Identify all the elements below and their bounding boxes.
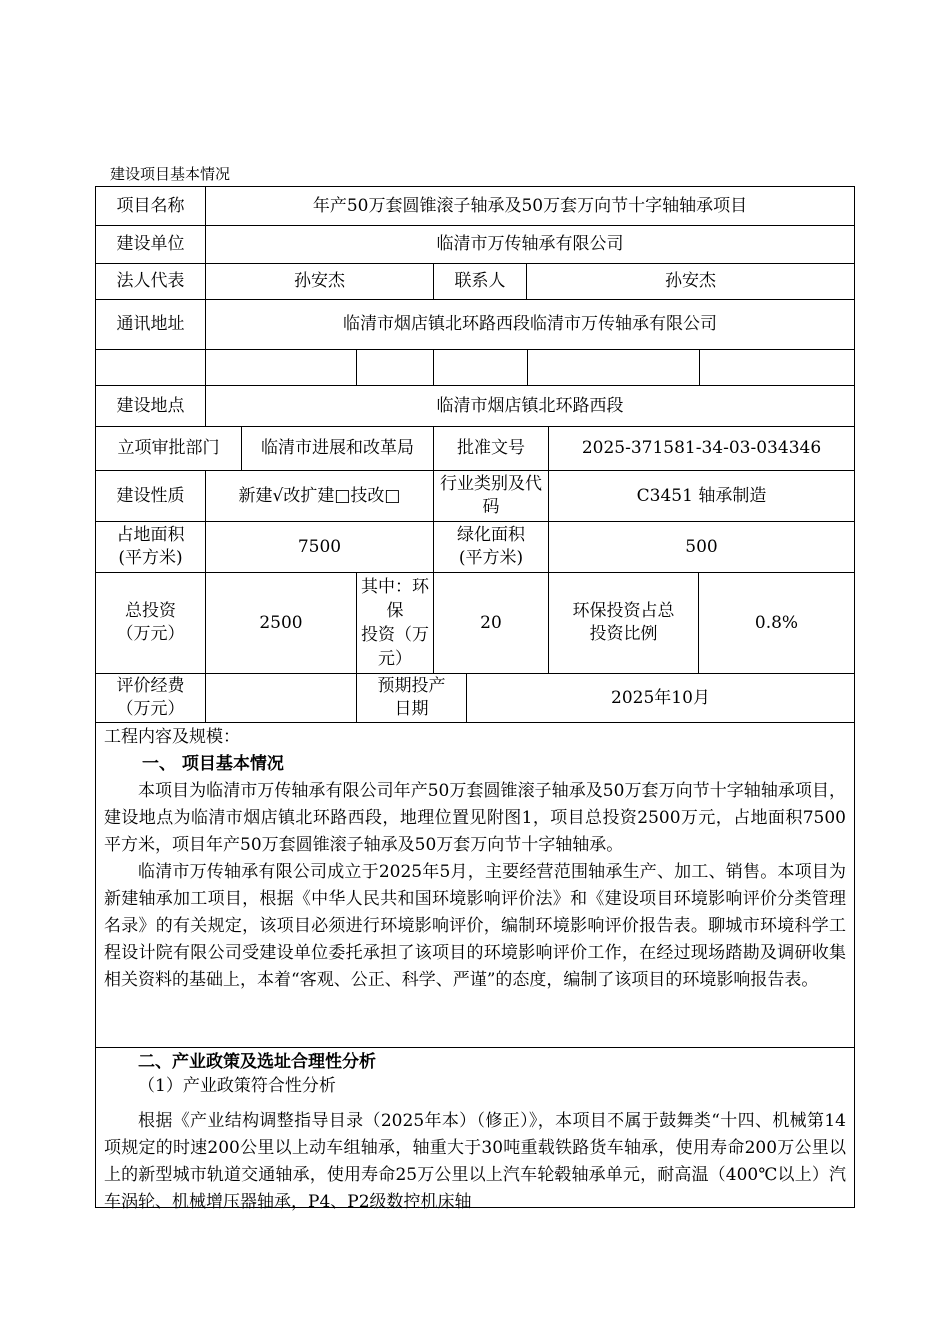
env-invest-label-line2: 保 (386, 601, 404, 621)
env-invest-label-line3: 投资（万 (361, 625, 429, 645)
invest-label-line1: 总投资 (125, 601, 176, 621)
env-ratio-label-line1: 环保投资占总 (572, 601, 675, 621)
approval-dept-value: 临清市进展和改革局 (242, 427, 434, 470)
scope-intro: 工程内容及规模： (104, 727, 240, 747)
site-label: 建设地点 (96, 386, 206, 426)
approval-no-value: 2025-371581-34-03-034346 (581, 438, 822, 458)
env-invest-value: 20 (434, 573, 549, 673)
contact-label: 联系人 (434, 264, 527, 299)
nature-value: 新建√改扩建□技改□ (206, 471, 434, 521)
green-label-line2: (平方米) (458, 548, 524, 568)
project-name-label: 项目名称 (96, 187, 206, 225)
invest-value: 2500 (206, 573, 357, 673)
empty-cell (700, 350, 854, 385)
empty-cell (96, 350, 206, 385)
area-label-line2: (平方米) (118, 548, 183, 568)
area-label (96, 522, 206, 572)
row-approval (96, 427, 854, 471)
env-invest-label (357, 573, 434, 673)
section-project-overview (96, 723, 854, 1048)
table-caption: 建设项目基本情况 (110, 165, 231, 183)
row-site (96, 386, 854, 427)
invest-label (96, 573, 206, 673)
row-legal-rep (96, 264, 854, 300)
legal-rep-label: 法人代表 (96, 264, 206, 299)
fee-label (96, 674, 206, 722)
env-invest-label-line4: 元） (378, 649, 412, 669)
address-value: 临清市烟店镇北环路西段临清市万传轴承有限公司 (343, 314, 717, 334)
row-area (96, 522, 854, 573)
env-ratio-value: 0.8% (754, 612, 799, 633)
section1-para1: 本项目为临清市万传轴承有限公司年产50万套圆锥滚子轴承及50万套万向节十字轴轴承项目，建设地点为临清市烟店镇北环路西段，地理位置见附图1，项目总投资2500万元，占地面积7500平方米，项目年产50万套圆锥滚子轴承及50万套万向节十字轴轴承。 (104, 781, 846, 855)
project-info-table (95, 186, 855, 1212)
green-label (434, 522, 549, 572)
contact-value: 孙安杰 (665, 271, 716, 291)
start-label (357, 674, 467, 722)
start-date-value: 2025年10月 (611, 687, 710, 708)
fee-value (206, 674, 357, 722)
section2-heading: 二、产业政策及选址合理性分析 (138, 1052, 376, 1072)
env-invest-label-line1: 其中：环 (361, 577, 429, 597)
invest-label-line2: （万元） (116, 624, 185, 644)
area-label-line1: 占地面积 (116, 525, 185, 545)
empty-cell (528, 350, 700, 385)
address-label: 通讯地址 (96, 300, 206, 349)
section1-para2: 临清市万传轴承有限公司成立于2025年5月，主要经营范围轴承生产、加工、销售。本项目为新建轴承加工项目，根据《中华人民共和国环境影响评价法》和《建设项目环境影响评价分类管理名录》的有关规定，该项目必须进行环境影响评价，编制环境影响评价报告表。聊城市环境科学工程设计院有限公司受建设单位委托承担了该项目的环境影响评价工作，在经过现场踏勘及调研收集相关资料的基础上，本着“客观、公正、科学、严谨”的态度，编制了该项目的环境影响报告表。 (104, 862, 846, 990)
start-label-line2: 日期 (394, 699, 429, 719)
green-value: 500 (685, 536, 718, 557)
env-ratio-label-line2: 投资比例 (589, 624, 658, 644)
industry-value: C3451 轴承制造 (636, 485, 767, 506)
empty-cell (357, 350, 434, 385)
row-project-name (96, 187, 854, 226)
empty-cell (206, 350, 357, 385)
row-fee (96, 674, 854, 723)
approval-dept-label: 立项审批部门 (96, 427, 242, 470)
section1-heading: 一、 项目基本情况 (142, 754, 284, 774)
row-nature (96, 471, 854, 522)
builder-label: 建设单位 (96, 226, 206, 263)
approval-no-label: 批准文号 (434, 427, 549, 470)
industry-label: 行业类别及代码 (434, 471, 549, 521)
site-value: 临清市烟店镇北环路西段 (436, 395, 624, 416)
row-address (96, 300, 854, 350)
green-label-line1: 绿化面积 (457, 525, 525, 545)
empty-cell (434, 350, 528, 385)
row-builder (96, 226, 854, 264)
fee-label-line1: 评价经费 (116, 676, 185, 696)
row-empty (96, 350, 854, 386)
env-ratio-label (549, 573, 699, 673)
section2-para1: 根据《产业结构调整指导目录（2025年本）（修正）》，本项目不属于鼓舞类“十四、机械第14项规定的时速200公里以上动车组轴承，轴重大于30吨重载铁路货车轴承，使用寿命200万公里以上的新型城市轨道交通轴承，使用寿命25万公里以上汽车轮毂轴承单元，耐高温（400℃以上）汽车涡轮、机械增压器轴承，P4、P2级数控机床轴 (104, 1111, 846, 1212)
fee-label-line2: （万元） (116, 699, 185, 719)
start-label-line1: 预期投产 (377, 676, 446, 696)
builder-value: 临清市万传轴承有限公司 (436, 234, 624, 254)
legal-rep-value: 孙安杰 (206, 264, 434, 299)
section-policy-analysis (96, 1048, 854, 1212)
nature-label: 建设性质 (96, 471, 206, 521)
project-name-value: 年产50万套圆锥滚子轴承及50万套万向节十字轴轴承项目 (312, 195, 748, 216)
area-value: 7500 (206, 522, 434, 572)
section2-subheading: （1）产业政策符合性分析 (138, 1076, 336, 1096)
row-investment (96, 573, 854, 674)
